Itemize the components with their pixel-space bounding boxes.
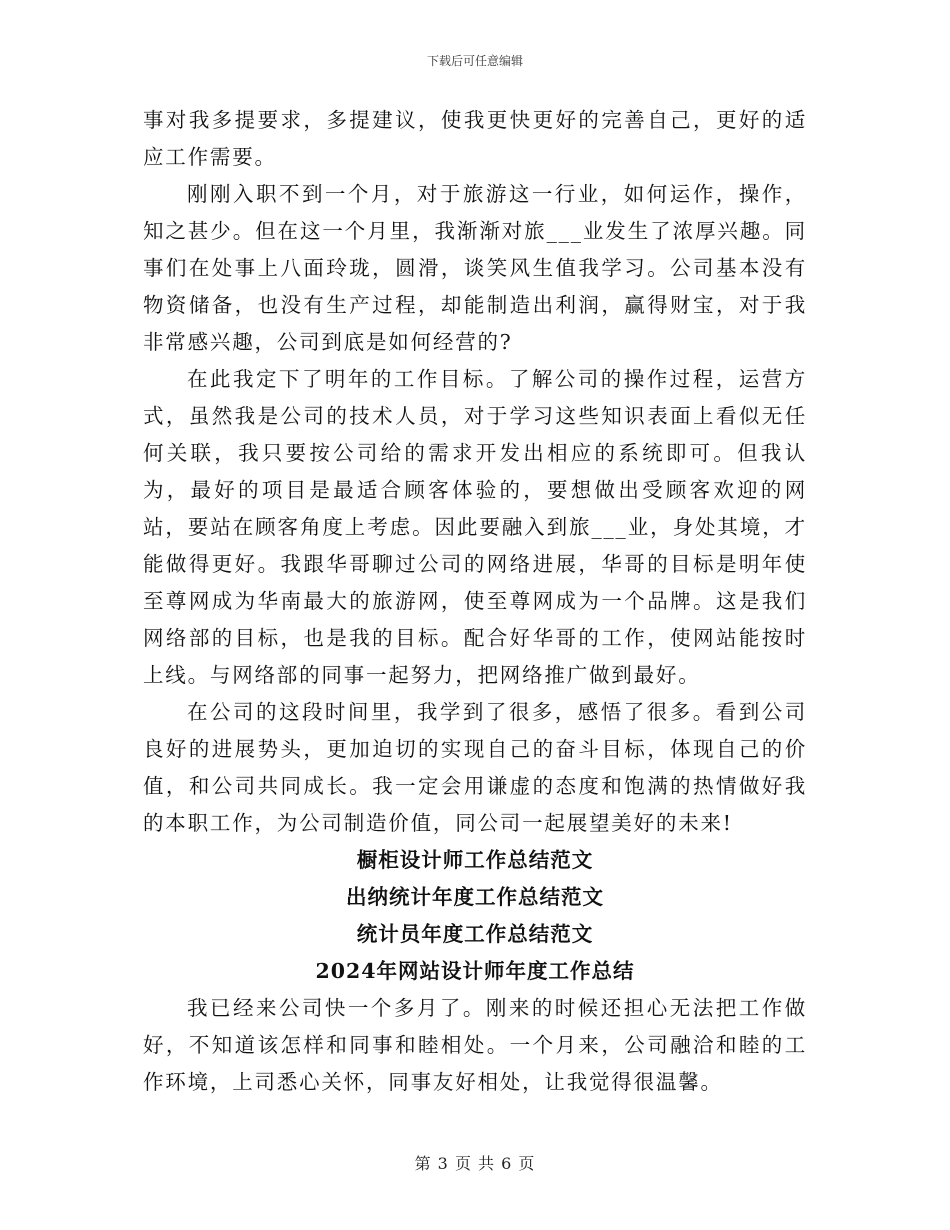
section-heading: 2024年网站设计师年度工作总结 [315,959,635,983]
page-header-note: 下载后可任意编辑 [426,54,523,68]
body-paragraph: 在此我定下了明年的工作目标。了解公司的操作过程，运营方式，虽然我是公司的技术人员，对于学习这些知识表面上看似无任何关联，我只要按公司给的需求开发出相应的系统即可。但我认为，最好的项目是最适合顾客体验的，要想做出受顾客欢迎的网站，要站在顾客角度上考虑。因此要融入到旅___业，身处其境，才能做得更好。我跟华哥聊过公司的网络进展，华哥的目标是明年使至尊网成为华南最大的旅游网，使至尊网成为一个品牌。这是我们网络部的目标，也是我的目标。配合好华哥的工作，使网站能按时上线。与网络部的同事一起努力，把网络推广做到最好。 [143,367,807,687]
section-heading: 统计员年度工作总结范文 [356,922,594,946]
document-body [143,102,807,1101]
body-paragraph: 刚刚入职不到一个月，对于旅游这一行业，如何运作，操作，知之甚少。但在这一个月里，我渐渐对旅___业发生了浓厚兴趣。同事们在处事上八面玲珑，圆滑，谈笑风生值我学习。公司基本没有物资储备，也没有生产过程，却能制造出利润，赢得财宝，对于我非常感兴趣，公司到底是如何经营的? [143,182,807,354]
page-number: 第 3 页 共 6 页 [414,1154,536,1173]
body-paragraph: 在公司的这段时间里，我学到了很多，感悟了很多。看到公司良好的进展势头，更加迫切的实现自己的奋斗目标，体现自己的价值，和公司共同成长。我一定会用谦虚的态度和饱满的热情做好我的本职工作，为公司制造价值，同公司一起展望美好的未来! [143,700,807,835]
body-paragraph: 事对我多提要求，多提建议，使我更快更好的完善自己，更好的适应工作需要。 [143,108,807,169]
section-heading: 出纳统计年度工作总结范文 [346,885,604,909]
section-heading: 橱柜设计师工作总结范文 [356,848,594,872]
body-paragraph: 我已经来公司快一个多月了。刚来的时候还担心无法把工作做好，不知道该怎样和同事和睦相处。一个月来，公司融洽和睦的工作环境，上司悉心关怀，同事友好相处，让我觉得很温馨。 [143,996,807,1094]
